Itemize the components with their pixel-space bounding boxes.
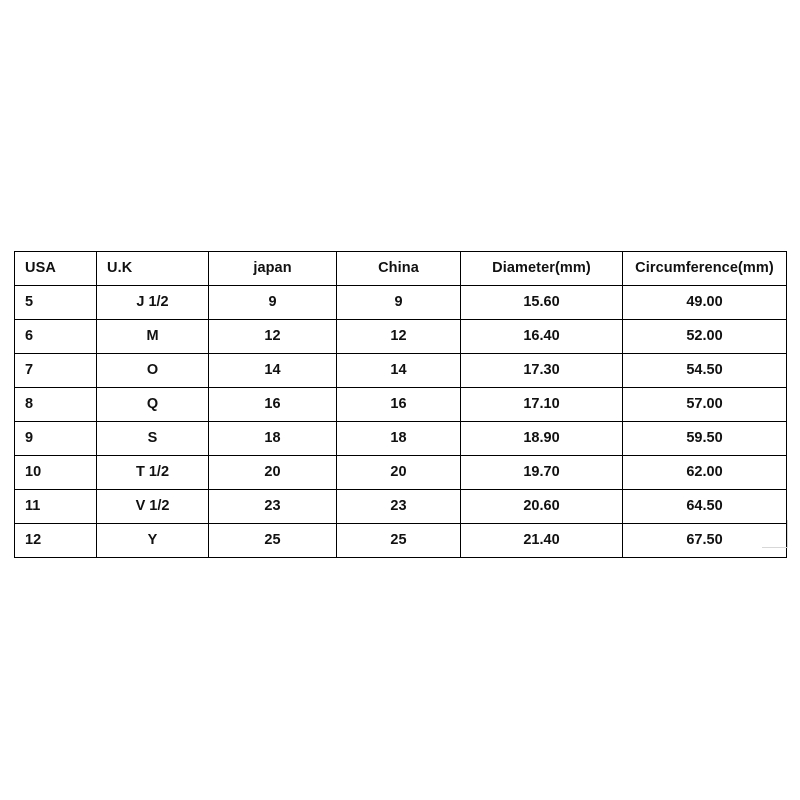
cell-usa: 11 <box>15 490 97 524</box>
cell-uk: T 1/2 <box>97 456 209 490</box>
cell-china: 23 <box>337 490 461 524</box>
cell-china: 16 <box>337 388 461 422</box>
table-row <box>15 524 787 558</box>
cell-uk: M <box>97 320 209 354</box>
table-row <box>15 456 787 490</box>
cell-circumference: 67.50 <box>623 524 787 558</box>
cell-circumference: 49.00 <box>623 286 787 320</box>
cell-japan: 23 <box>209 490 337 524</box>
column-header-usa: USA <box>15 252 97 286</box>
column-header-japan: japan <box>209 252 337 286</box>
cell-usa: 5 <box>15 286 97 320</box>
cell-china: 12 <box>337 320 461 354</box>
ring-size-table-container <box>14 251 786 558</box>
column-header-circumference: Circumference(mm) <box>623 252 787 286</box>
cell-circumference: 57.00 <box>623 388 787 422</box>
table-row <box>15 422 787 456</box>
column-header-china: China <box>337 252 461 286</box>
cell-diameter: 17.30 <box>461 354 623 388</box>
cell-diameter: 15.60 <box>461 286 623 320</box>
cell-usa: 12 <box>15 524 97 558</box>
cell-japan: 25 <box>209 524 337 558</box>
cell-circumference: 64.50 <box>623 490 787 524</box>
cell-usa: 7 <box>15 354 97 388</box>
table-header <box>15 252 787 286</box>
cell-japan: 12 <box>209 320 337 354</box>
cell-uk: V 1/2 <box>97 490 209 524</box>
table-row <box>15 354 787 388</box>
table-body <box>15 286 787 558</box>
cell-uk: Y <box>97 524 209 558</box>
cell-japan: 14 <box>209 354 337 388</box>
table-row <box>15 490 787 524</box>
cell-diameter: 17.10 <box>461 388 623 422</box>
cell-diameter: 18.90 <box>461 422 623 456</box>
cell-circumference: 54.50 <box>623 354 787 388</box>
table-row <box>15 320 787 354</box>
cell-china: 14 <box>337 354 461 388</box>
cell-china: 25 <box>337 524 461 558</box>
cell-uk: Q <box>97 388 209 422</box>
cell-diameter: 20.60 <box>461 490 623 524</box>
cell-uk: S <box>97 422 209 456</box>
cell-circumference: 59.50 <box>623 422 787 456</box>
cell-diameter: 16.40 <box>461 320 623 354</box>
cell-japan: 9 <box>209 286 337 320</box>
cell-diameter: 19.70 <box>461 456 623 490</box>
column-header-diameter: Diameter(mm) <box>461 252 623 286</box>
cell-uk: J 1/2 <box>97 286 209 320</box>
cell-circumference: 52.00 <box>623 320 787 354</box>
cell-japan: 16 <box>209 388 337 422</box>
scan-artifact-line-vertical <box>787 520 788 548</box>
ring-size-table <box>14 251 787 558</box>
cell-usa: 6 <box>15 320 97 354</box>
table-row <box>15 286 787 320</box>
cell-diameter: 21.40 <box>461 524 623 558</box>
cell-usa: 10 <box>15 456 97 490</box>
table-row <box>15 388 787 422</box>
cell-japan: 18 <box>209 422 337 456</box>
column-header-uk: U.K <box>97 252 209 286</box>
cell-china: 9 <box>337 286 461 320</box>
cell-circumference: 62.00 <box>623 456 787 490</box>
cell-china: 18 <box>337 422 461 456</box>
table-header-row <box>15 252 787 286</box>
cell-japan: 20 <box>209 456 337 490</box>
scan-artifact-line-horizontal <box>762 547 788 548</box>
cell-uk: O <box>97 354 209 388</box>
cell-usa: 9 <box>15 422 97 456</box>
cell-china: 20 <box>337 456 461 490</box>
cell-usa: 8 <box>15 388 97 422</box>
